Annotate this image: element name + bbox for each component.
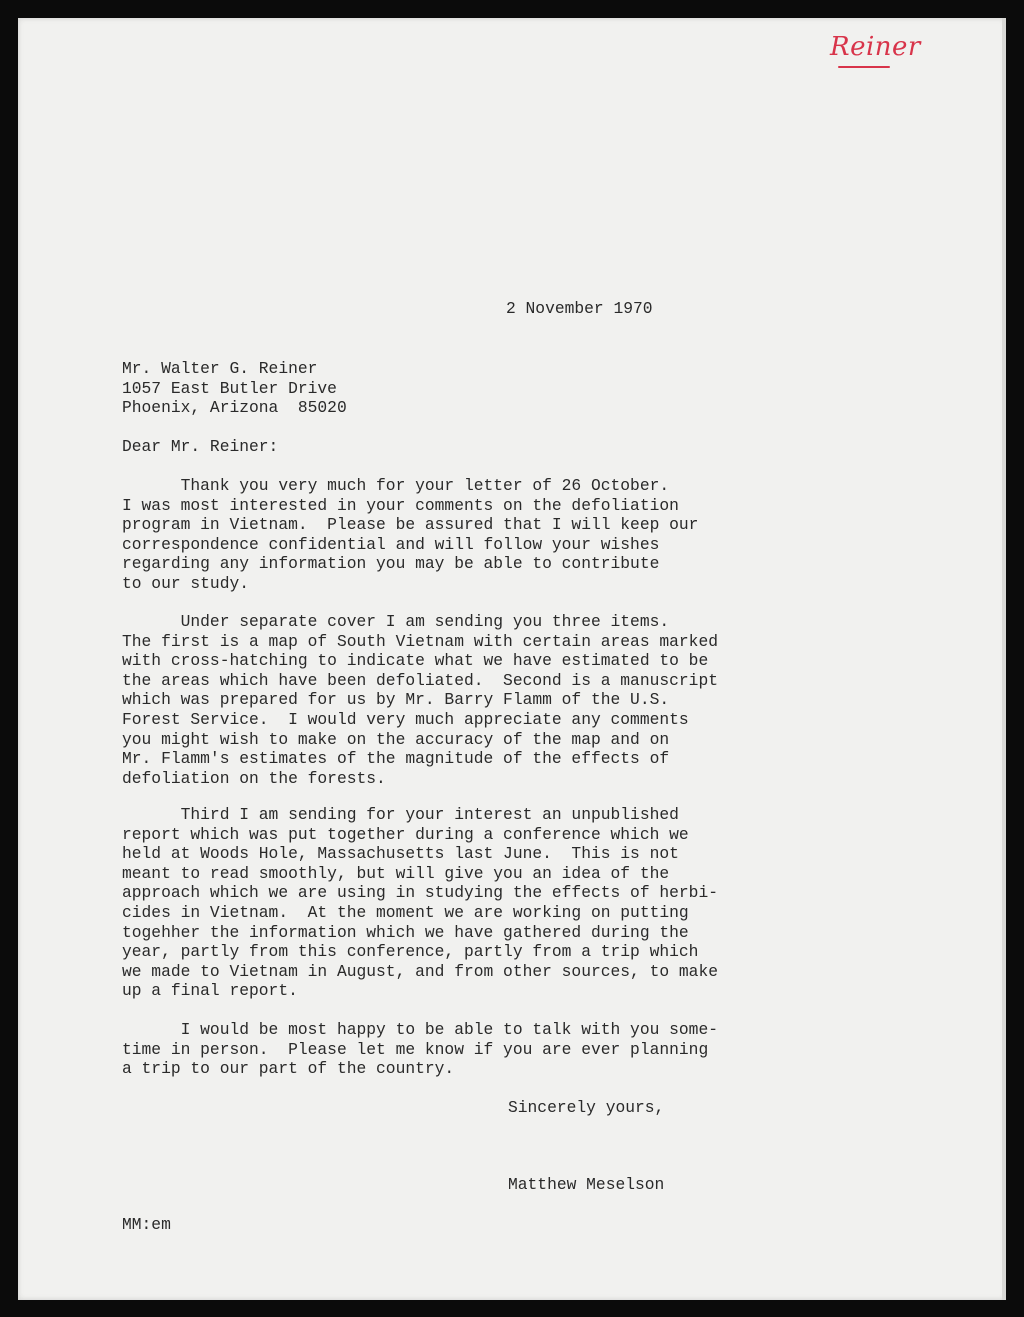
recipient-name: Mr. Walter G. Reiner xyxy=(122,359,318,378)
recipient-address xyxy=(122,359,347,418)
handwritten-annotation: Reiner xyxy=(830,32,921,62)
signer-name: Matthew Meselson xyxy=(508,1175,665,1194)
annotation-underline xyxy=(838,66,890,68)
recipient-city: Phoenix, Arizona 85020 xyxy=(122,398,347,418)
recipient-street: 1057 East Butler Drive xyxy=(122,378,337,398)
page-edge xyxy=(1002,18,1006,1300)
closing: Sincerely yours, xyxy=(508,1098,665,1117)
body-paragraph: Third I am sending for your interest an unpublished report which was put together during a conference which we held at Woods Hole, Massachusetts last June. This is not meant to read smoothly, but will give you an idea of the approach which we are using in studying the effects of herbi- cides in Vietnam. At the moment we are working on putting togehher the information which we have gathered during the year, partly from this conference, partly from a trip which we made to Vietnam in August, and from other sources, to make up a final report. xyxy=(122,805,718,1001)
letter-page xyxy=(18,18,1006,1300)
body-paragraph: Under separate cover I am sending you three items. The first is a map of South Vietnam with certain areas marked with cross-hatching to indicate what we have estimated to be the areas which have been defoliated. Second is a manuscript which was prepared for us by Mr. Barry Flamm of the U.S. Forest Service. I would very much appreciate any comments you might wish to make on the accuracy of the map and on Mr. Flamm's estimates of the magnitude of the effects of defoliation on the forests. xyxy=(122,612,718,788)
salutation: Dear Mr. Reiner: xyxy=(122,437,279,456)
body-paragraph: Thank you very much for your letter of 26 October. I was most interested in your comments on the defoliation program in Vietnam. Please be assured that I will keep our correspondence confidential and will follow your wishes regarding any information you may be able to contribute to our study. xyxy=(122,476,699,593)
letter-date: 2 November 1970 xyxy=(506,299,653,318)
reference-initials: MM:em xyxy=(122,1215,171,1234)
body-paragraph: I would be most happy to be able to talk with you some- time in person. Please let me know if you are ever planning a trip to our part of the country. xyxy=(122,1020,718,1079)
